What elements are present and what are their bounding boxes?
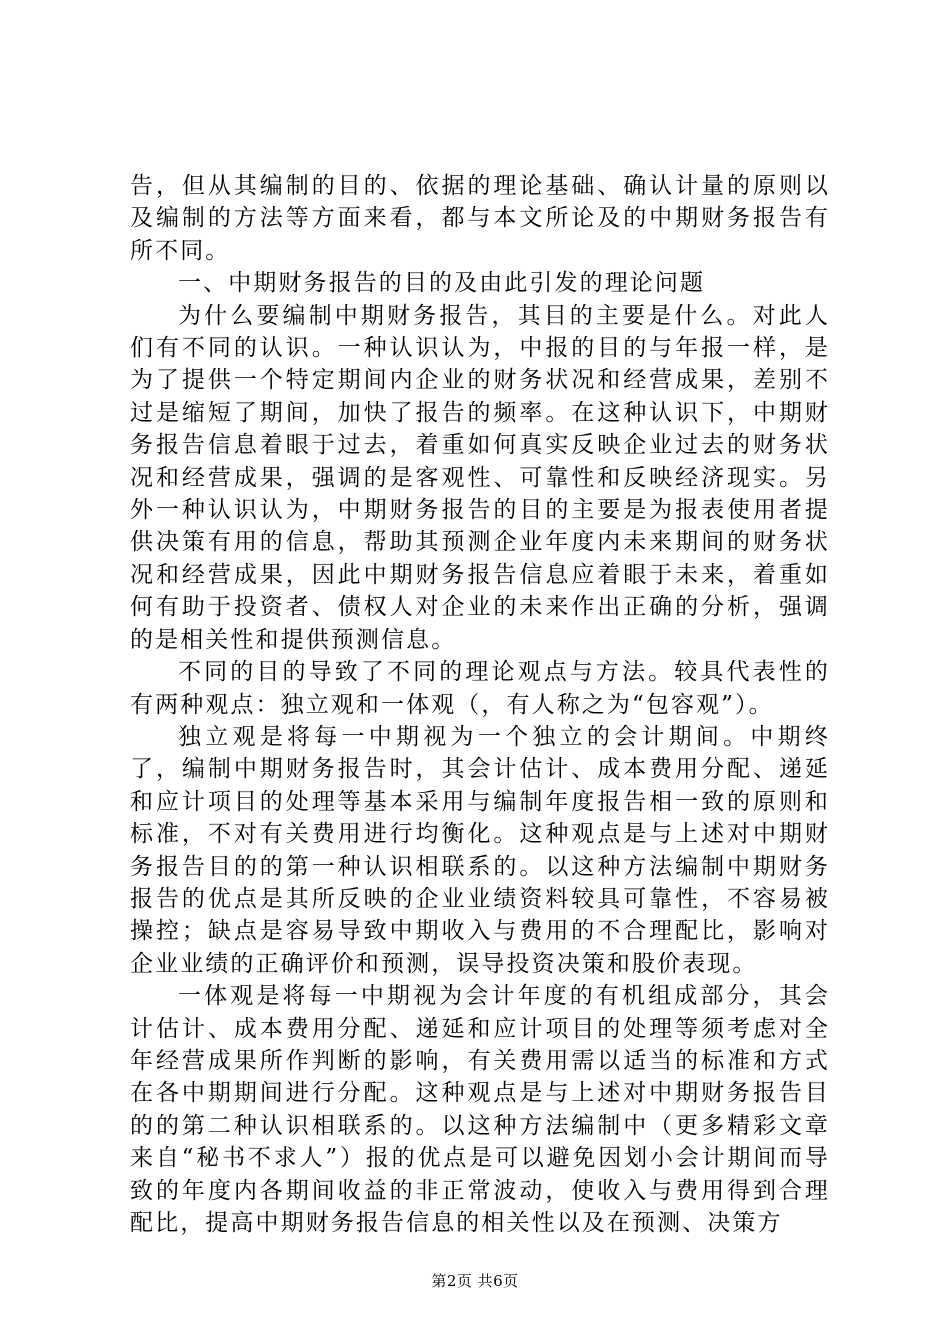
paragraph-viewpoints: 不同的目的导致了不同的理论观点与方法。较具代表性的有两种观点：独立观和一体观（，有人称之为“包容观”）。 bbox=[130, 659, 830, 718]
section-heading: 一、中期财务报告的目的及由此引发的理论问题 bbox=[178, 270, 706, 297]
paragraph-continuation: 告，但从其编制的目的、依据的理论基础、确认计量的原则以及编制的方法等方面来看，都与本文所论及的中期财务报告有所不同。 bbox=[130, 173, 830, 264]
document-body bbox=[130, 170, 830, 1239]
paragraph-independent-view: 独立观是将每一中期视为一个独立的会计期间。中期终了，编制中期财务报告时，其会计估计、成本费用分配、递延和应计项目的处理等基本采用与编制年度报告相一致的原则和标准，不对有关费用进行均衡化。这种观点是与上述对中期财务报告目的的第一种认识相联系的。以这种方法编制中期财务报告的优点是其所反映的企业业绩资料较具可靠性，不容易被操控；缺点是容易导致中期收入与费用的不合理配比，影响对企业业绩的正确评价和预测，误导投资决策和股价表现。 bbox=[130, 723, 830, 977]
paragraph-purpose: 为什么要编制中期财务报告，其目的主要是什么。对此人们有不同的认识。一种认识认为，中报的目的与年报一样，是为了提供一个特定期间内企业的财务状况和经营成果，差别不过是缩短了期间，加快了报告的频率。在这种认识下，中期财务报告信息着眼于过去，着重如何真实反映企业过去的财务状况和经营成果，强调的是客观性、可靠性和反映经济现实。另外一种认识认为，中期财务报告的目的主要是为报表使用者提供决策有用的信息，帮助其预测企业年度内未来期间的财务状况和经营成果，因此中期财务报告信息应着眼于未来，着重如何有助于投资者、债权人对企业的未来作出正确的分析，强调的是相关性和提供预测信息。 bbox=[130, 302, 830, 653]
paragraph-integral-view: 一体观是将每一中期视为会计年度的有机组成部分，其会计估计、成本费用分配、递延和应计项目的处理等须考虑对全年经营成果所作判断的影响，有关费用需以适当的标准和方式在各中期期间进行分配。这种观点是与上述对中期财务报告目的的第二种认识相联系的。以这种方法编制中（更多精彩文章来自“秘书不求人”）报的优点是可以避免因划小会计期间而导致的年度内各期间收益的非正常波动，使收入与费用得到合理配比，提高中期财务报告信息的相关性以及在预测、决策方 bbox=[130, 983, 830, 1236]
page-number-footer: 第2页 共6页 bbox=[431, 1272, 519, 1290]
